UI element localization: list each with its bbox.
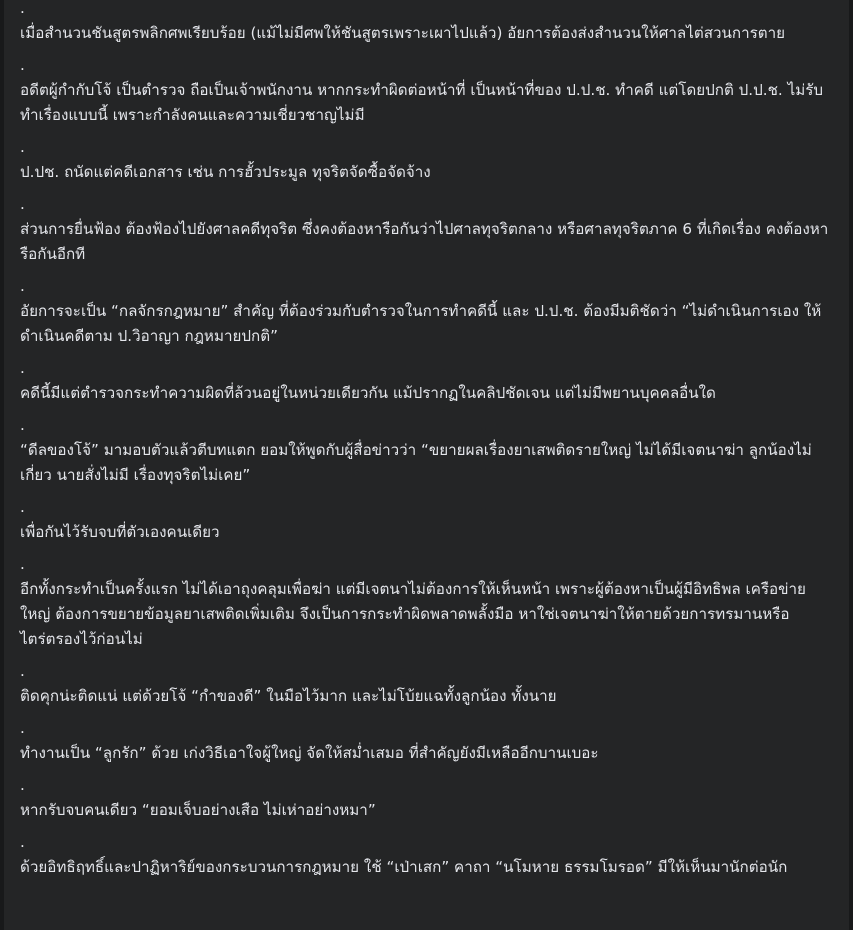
paragraph-text: อดีตผู้กำกับโจ้ เป็นตำรวจ ถือเป็นเจ้าพนักงาน หากกระทำผิดต่อหน้าที่ เป็นหน้าที่ของ ป.ป.ช. ทำคดี แต่โดยปกติ ป.ป.ช. ไม่รับทำเรื่องแบบนี้ เพราะกำลังคนและความเชี่ยวชาญไม่มี — [20, 81, 824, 124]
post-card — [4, 0, 849, 930]
post-paragraph — [20, 0, 835, 46]
paragraph-text: หากรับจบคนเดียว “ยอมเจ็บอย่างเสือ ไม่เห่าอย่างหมา” — [20, 801, 376, 819]
post-paragraph — [20, 495, 835, 545]
paragraph-separator-dot: . — [20, 719, 25, 737]
paragraph-separator-dot: . — [20, 359, 25, 377]
post-paragraph — [20, 830, 835, 880]
paragraph-text: ทำงานเป็น “ลูกรัก” ด้วย เก่งวิธีเอาใจผู้ใหญ่ จัดให้สม่ำเสมอ ที่สำคัญยังมีเหลืออีกบานเบอะ — [20, 744, 599, 762]
paragraph-separator-dot: . — [20, 0, 25, 17]
post-paragraph — [20, 552, 835, 652]
paragraph-separator-dot: . — [20, 776, 25, 794]
post-paragraph — [20, 659, 835, 709]
post-body-text — [20, 0, 835, 880]
post-paragraph — [20, 413, 835, 488]
paragraph-separator-dot: . — [20, 555, 25, 573]
paragraph-text: อัยการจะเป็น “กลจักรกฎหมาย” สำคัญ ที่ต้องร่วมกับตำรวจในการทำคดีนี้ และ ป.ป.ช. ต้องมีมติชัดว่า “ไม่ดำเนินการเอง ให้ดำเนินคดีตาม ป.วิอาญา กฎหมายปกติ” — [20, 302, 822, 345]
paragraph-separator-dot: . — [20, 277, 25, 295]
post-paragraph — [20, 53, 835, 128]
post-paragraph — [20, 274, 835, 349]
scrollbar[interactable] — [849, 0, 853, 930]
paragraph-text: ป.ปช. ถนัดแต่คดีเอกสาร เช่น การฮั้วประมูล ทุจริตจัดซื้อจัดจ้าง — [20, 163, 431, 181]
paragraph-separator-dot: . — [20, 498, 25, 516]
paragraph-separator-dot: . — [20, 56, 25, 74]
paragraph-text: เพื่อกันไว้รับจบที่ตัวเองคนเดียว — [20, 523, 220, 541]
paragraph-text: อีกทั้งกระทำเป็นครั้งแรก ไม่ได้เอาถุงคลุมเพื่อฆ่า แต่มีเจตนาไม่ต้องการให้เห็นหน้า เพราะผู้ต้องหาเป็นผู้มีอิทธิพล เครือข่ายใหญ่ ต้องการขยายข้อมูลยาเสพติดเพิ่มเติม จึงเป็นการกระทำผิดพลาดพลั้งมือ หาใช่เจตนาฆ่าให้ตายด้วยการทรมานหรือไตร่ตรองไว้ก่อนไม่ — [20, 580, 806, 648]
paragraph-separator-dot: . — [20, 195, 25, 213]
post-paragraph — [20, 135, 835, 185]
post-paragraph — [20, 773, 835, 823]
paragraph-separator-dot: . — [20, 138, 25, 156]
post-paragraph — [20, 356, 835, 406]
paragraph-text: เมื่อสำนวนชันสูตรพลิกศพเรียบร้อย (แม้ไม่มีศพให้ชันสูตรเพราะเผาไปแล้ว) อัยการต้องส่งสำนวนให้ศาลไต่สวนการตาย — [20, 24, 786, 42]
paragraph-separator-dot: . — [20, 416, 25, 434]
paragraph-separator-dot: . — [20, 833, 25, 851]
paragraph-text: คดีนี้มีแต่ตำรวจกระทำความผิดที่ล้วนอยู่ในหน่วยเดียวกัน แม้ปรากฏในคลิปชัดเจน แต่ไม่มีพยานบุคคลอื่นใด — [20, 384, 716, 402]
paragraph-text: ติดคุกน่ะติดแน่ แต่ด้วยโจ้ “กำของดี” ในมือไว้มาก และไม่โบ้ยแฉทั้งลูกน้อง ทั้งนาย — [20, 687, 557, 705]
post-paragraph — [20, 716, 835, 766]
paragraph-text: ด้วยอิทธิฤทธิ์และปาฏิหาริย์ของกระบวนการกฎหมาย ใช้ “เป่าเสก” คาถา “นโมหาย ธรรมโมรอด” มีให้เห็นมานักต่อนัก — [20, 858, 788, 876]
post-paragraph — [20, 192, 835, 267]
paragraph-text: ส่วนการยื่นฟ้อง ต้องฟ้องไปยังศาลคดีทุจริต ซึ่งคงต้องหารือกันว่าไปศาลทุจริตกลาง หรือศาลทุจริตภาค 6 ที่เกิดเรื่อง คงต้องหารือกันอีกที — [20, 220, 829, 263]
paragraph-text: “ดีลของโจ้” มามอบตัวแล้วตีบทแตก ยอมให้พูดกับผู้สื่อข่าวว่า “ขยายผลเรื่องยาเสพติดรายใหญ่ ไม่ได้มีเจตนาฆ่า ลูกน้องไม่เกี่ยว นายสั่งไม่มี เรื่องทุจริตไม่เคย” — [20, 441, 812, 484]
paragraph-separator-dot: . — [20, 662, 25, 680]
